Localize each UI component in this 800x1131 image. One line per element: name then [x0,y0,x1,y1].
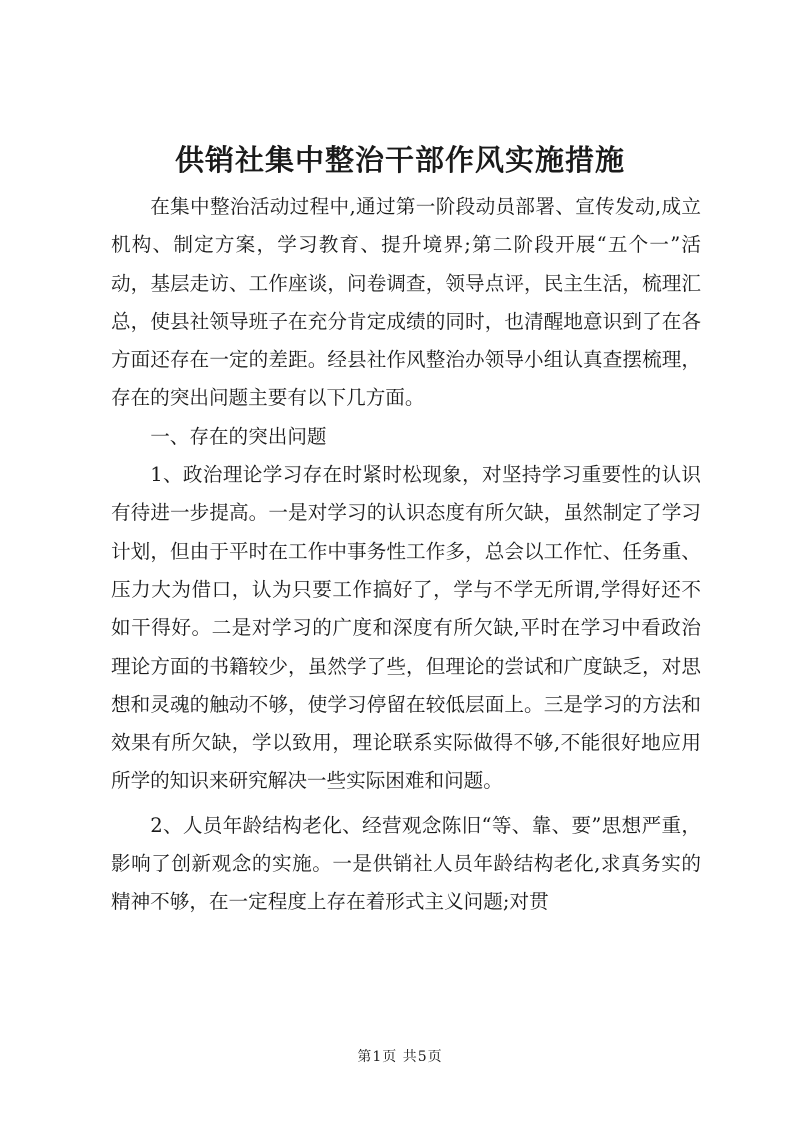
paragraph-intro: 在集中整治活动过程中,通过第一阶段动员部署、宣传发动,成立机构、制定方案，学习教育、提升境界;第二阶段开展“五个一”活动，基层走访、工作座谈，问卷调查，领导点评，民主生活，梳理汇总，使县社领导班子在充分肯定成绩的同时，也清醒地意识到了在各方面还存在一定的差距。经县社作风整治办领导小组认真查摆梳理，存在的突出问题主要有以下几方面。 [111,195,701,410]
paragraph-item-1: 1、政治理论学习存在时紧时松现象，对坚持学习重要性的认识有待进一步提高。一是对学习的认识态度有所欠缺，虽然制定了学习计划，但由于平时在工作中事务性工作多，总会以工作忙、任务重、压力大为借口，认为只要工作搞好了，学与不学无所谓,学得好还不如干得好。二是对学习的广度和深度有所欠缺,平时在学习中看政治理论方面的书籍较少，虽然学了些，但理论的尝试和广度缺乏，对思想和灵魂的触动不够，使学习停留在较低层面上。三是学习的方法和效果有所欠缺，学以致用，理论联系实际做得不够,不能很好地应用所学的知识来研究解决一些实际困难和问题。 [111,463,701,793]
section-heading: 一、存在的突出问题 [150,424,327,448]
document-body [111,188,701,922]
document-title: 供销社集中整治干部作风实施措施 [174,143,625,177]
paragraph-item-2: 2、人员年龄结构老化、经营观念陈旧“等、靠、要”思想严重，影响了创新观念的实施。一是供销社人员年龄结构老化,求真务实的精神不够，在一定程度上存在着形式主义问题;对贯 [111,813,701,914]
page-footer: 第1页 共5页 [357,1049,443,1065]
